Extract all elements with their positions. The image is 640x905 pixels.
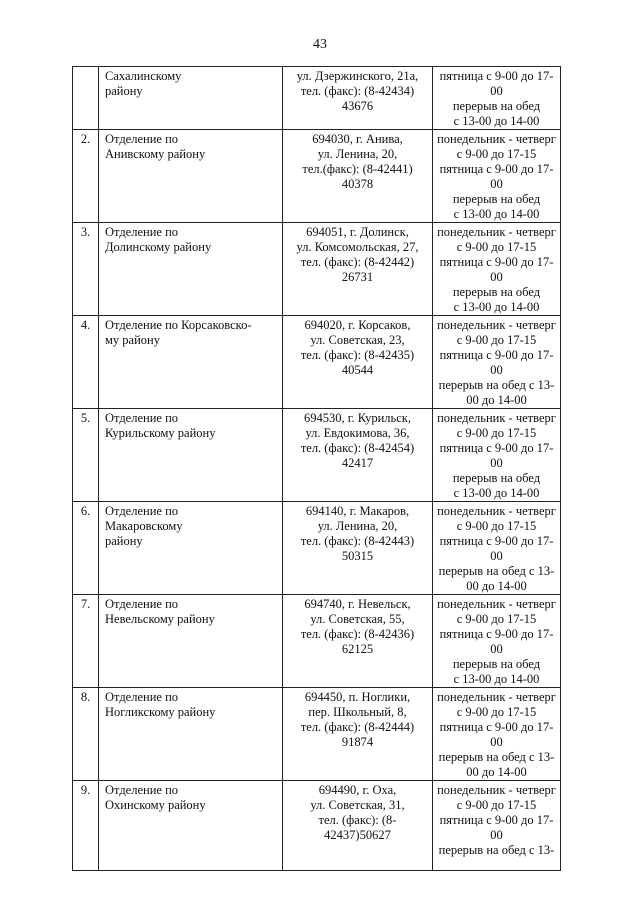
working-hours-line: перерыв на обед (452, 657, 541, 671)
department-name-cell (99, 781, 283, 871)
working-hours-line: пятница с 9-00 до 17- (439, 348, 554, 362)
row-number: 9. (80, 783, 91, 797)
address-line: тел.(факс): (8-42441) (302, 162, 413, 176)
row-number-cell (73, 688, 99, 781)
table-row (73, 595, 561, 688)
working-hours-line: 00 (490, 549, 503, 563)
address-line: 43676 (341, 99, 374, 113)
working-hours-line: с 13-00 до 14-00 (453, 486, 540, 500)
address-line: тел. (факс): (8-42443) (300, 534, 415, 548)
department-name-line: Курильскому району (105, 426, 216, 440)
working-hours-line: перерыв на обед с 13- (438, 750, 555, 764)
working-hours-line: с 13-00 до 14-00 (453, 672, 540, 686)
table-row (73, 130, 561, 223)
row-number-cell (73, 67, 99, 130)
department-name-line: Отделение по Корсаковско- (105, 318, 252, 332)
department-name-line: Невельскому району (105, 612, 215, 626)
table-row (73, 223, 561, 316)
page-number: 43 (313, 37, 327, 52)
department-name-line: Отделение по (105, 690, 179, 704)
address-line: 694740, г. Невельск, (304, 597, 411, 611)
department-name-line: району (105, 534, 143, 548)
working-hours-cell (433, 502, 561, 595)
department-name-line: Макаровскому (105, 519, 183, 533)
working-hours-line: с 9-00 до 17-15 (456, 798, 537, 812)
working-hours-line: с 13-00 до 14-00 (453, 207, 540, 221)
address-cell (283, 130, 433, 223)
row-number-cell (73, 409, 99, 502)
address-line: тел. (факс): (8-42444) (300, 720, 415, 734)
working-hours-line: пятница с 9-00 до 17- (439, 255, 554, 269)
address-line: ул. Советская, 31, (310, 798, 405, 812)
department-name-line: Сахалинскому (105, 69, 182, 83)
address-line: 26731 (341, 270, 374, 284)
address-line: ул. Советская, 23, (310, 333, 405, 347)
address-line: 42417 (341, 456, 374, 470)
working-hours-cell (433, 688, 561, 781)
working-hours-line: пятница с 9-00 до 17- (439, 720, 554, 734)
working-hours-line: понедельник - четверг (437, 690, 556, 704)
working-hours-line: перерыв на обед с 13- (438, 843, 555, 857)
department-name-cell (99, 595, 283, 688)
working-hours-line: 00 (490, 270, 503, 284)
row-number: 2. (80, 132, 91, 146)
department-name-line: Отделение по (105, 504, 179, 518)
working-hours-line: перерыв на обед с 13- (438, 564, 555, 578)
working-hours-line: понедельник - четверг (437, 411, 556, 425)
working-hours-line: пятница с 9-00 до 17- (439, 627, 554, 641)
departments-table (72, 66, 561, 871)
working-hours-cell (433, 316, 561, 409)
department-name-line: району (105, 84, 143, 98)
address-line: пер. Школьный, 8, (308, 705, 407, 719)
working-hours-line: 00 (490, 84, 503, 98)
department-name-line: Отделение по (105, 132, 179, 146)
department-name-line: Отделение по (105, 411, 179, 425)
department-name-line: Анивскому району (105, 147, 206, 161)
address-line: ул. Дзержинского, 21а, (296, 69, 419, 83)
working-hours-line: 00 (490, 735, 503, 749)
department-name-cell (99, 316, 283, 409)
working-hours-line: 00 (490, 363, 503, 377)
department-name-cell (99, 409, 283, 502)
address-cell (283, 223, 433, 316)
working-hours-line: с 9-00 до 17-15 (456, 147, 537, 161)
working-hours-line: перерыв на обед (452, 192, 541, 206)
working-hours-cell (433, 223, 561, 316)
address-line: 40378 (341, 177, 374, 191)
row-number: 6. (80, 504, 91, 518)
working-hours-line: перерыв на обед (452, 285, 541, 299)
row-number: 4. (80, 318, 91, 332)
working-hours-line: с 9-00 до 17-15 (456, 240, 537, 254)
working-hours-line: пятница с 9-00 до 17- (439, 534, 554, 548)
table-row (73, 781, 561, 871)
address-line: ул. Советская, 55, (310, 612, 405, 626)
working-hours-line: понедельник - четверг (437, 597, 556, 611)
address-line: тел. (факс): (8- (318, 813, 397, 827)
row-number: 5. (80, 411, 91, 425)
row-number-cell (73, 781, 99, 871)
row-number-cell (73, 130, 99, 223)
address-line: 40544 (341, 363, 374, 377)
table-row (73, 502, 561, 595)
address-cell (283, 781, 433, 871)
address-line: ул. Ленина, 20, (317, 147, 398, 161)
working-hours-line: с 9-00 до 17-15 (456, 426, 537, 440)
department-name-line: Долинскому району (105, 240, 212, 254)
address-line: 91874 (341, 735, 374, 749)
working-hours-line: 00 (490, 456, 503, 470)
working-hours-line: с 13-00 до 14-00 (453, 300, 540, 314)
address-cell (283, 502, 433, 595)
table-row (73, 688, 561, 781)
address-line: ул. Ленина, 20, (317, 519, 398, 533)
working-hours-line: с 9-00 до 17-15 (456, 705, 537, 719)
working-hours-line: с 13-00 до 14-00 (453, 114, 540, 128)
working-hours-line: пятница с 9-00 до 17- (439, 162, 554, 176)
address-line: 694030, г. Анива, (312, 132, 403, 146)
working-hours-line: перерыв на обед с 13- (438, 378, 555, 392)
address-line: тел. (факс): (8-42434) (300, 84, 415, 98)
working-hours-line: понедельник - четверг (437, 132, 556, 146)
working-hours-line: пятница с 9-00 до 17- (439, 441, 554, 455)
working-hours-line: с 9-00 до 17-15 (456, 333, 537, 347)
working-hours-line: пятница с 9-00 до 17- (439, 69, 554, 83)
working-hours-line: 00 (490, 642, 503, 656)
working-hours-line: понедельник - четверг (437, 225, 556, 239)
working-hours-cell (433, 409, 561, 502)
address-line: ул. Евдокимова, 36, (305, 426, 410, 440)
row-number-cell (73, 223, 99, 316)
working-hours-line: с 9-00 до 17-15 (456, 612, 537, 626)
working-hours-line: понедельник - четверг (437, 504, 556, 518)
department-name-line: Отделение по (105, 225, 179, 239)
address-cell (283, 595, 433, 688)
address-line: 694490, г. Оха, (318, 783, 397, 797)
department-name-cell (99, 223, 283, 316)
working-hours-line: 00 (490, 828, 503, 842)
address-line: 62125 (341, 642, 374, 656)
row-number: 8. (80, 690, 91, 704)
row-number: 7. (80, 597, 91, 611)
row-number-cell (73, 316, 99, 409)
address-line: ул. Комсомольская, 27, (296, 240, 419, 254)
table-row (73, 409, 561, 502)
working-hours-cell (433, 130, 561, 223)
working-hours-line: 00 (490, 177, 503, 191)
working-hours-line: понедельник - четверг (437, 783, 556, 797)
table-row (73, 67, 561, 130)
address-line: тел. (факс): (8-42436) (300, 627, 415, 641)
address-line: тел. (факс): (8-42435) (300, 348, 415, 362)
address-line: 694140, г. Макаров, (305, 504, 410, 518)
address-cell (283, 316, 433, 409)
department-name-cell (99, 688, 283, 781)
working-hours-line: перерыв на обед (452, 99, 541, 113)
table-row (73, 316, 561, 409)
working-hours-line: пятница с 9-00 до 17- (439, 813, 554, 827)
address-line: 694020, г. Корсаков, (304, 318, 411, 332)
row-number: 3. (80, 225, 91, 239)
address-line: 694450, п. Ноглики, (304, 690, 411, 704)
department-name-line: Охинскому району (105, 798, 206, 812)
address-line: 694051, г. Долинск, (306, 225, 409, 239)
working-hours-line: 00 до 14-00 (466, 765, 527, 779)
address-cell (283, 409, 433, 502)
row-number-cell (73, 502, 99, 595)
address-line: 694530, г. Курильск, (304, 411, 411, 425)
department-name-cell (99, 502, 283, 595)
department-name-line: Отделение по (105, 597, 179, 611)
working-hours-cell (433, 67, 561, 130)
working-hours-line: 00 до 14-00 (466, 393, 527, 407)
row-number-cell (73, 595, 99, 688)
working-hours-cell (433, 781, 561, 871)
working-hours-line: перерыв на обед (452, 471, 541, 485)
address-line: тел. (факс): (8-42454) (300, 441, 415, 455)
department-name-cell (99, 67, 283, 130)
department-name-line: Ногликскому району (105, 705, 216, 719)
address-cell (283, 67, 433, 130)
working-hours-line: понедельник - четверг (437, 318, 556, 332)
working-hours-line: 00 до 14-00 (466, 579, 527, 593)
address-line: тел. (факс): (8-42442) (300, 255, 415, 269)
working-hours-line: с 9-00 до 17-15 (456, 519, 537, 533)
department-name-line: му району (105, 333, 160, 347)
address-cell (283, 688, 433, 781)
working-hours-cell (433, 595, 561, 688)
address-line: 42437)50627 (324, 828, 391, 842)
department-name-cell (99, 130, 283, 223)
department-name-line: Отделение по (105, 783, 179, 797)
address-line: 50315 (341, 549, 374, 563)
table-body (73, 67, 561, 871)
